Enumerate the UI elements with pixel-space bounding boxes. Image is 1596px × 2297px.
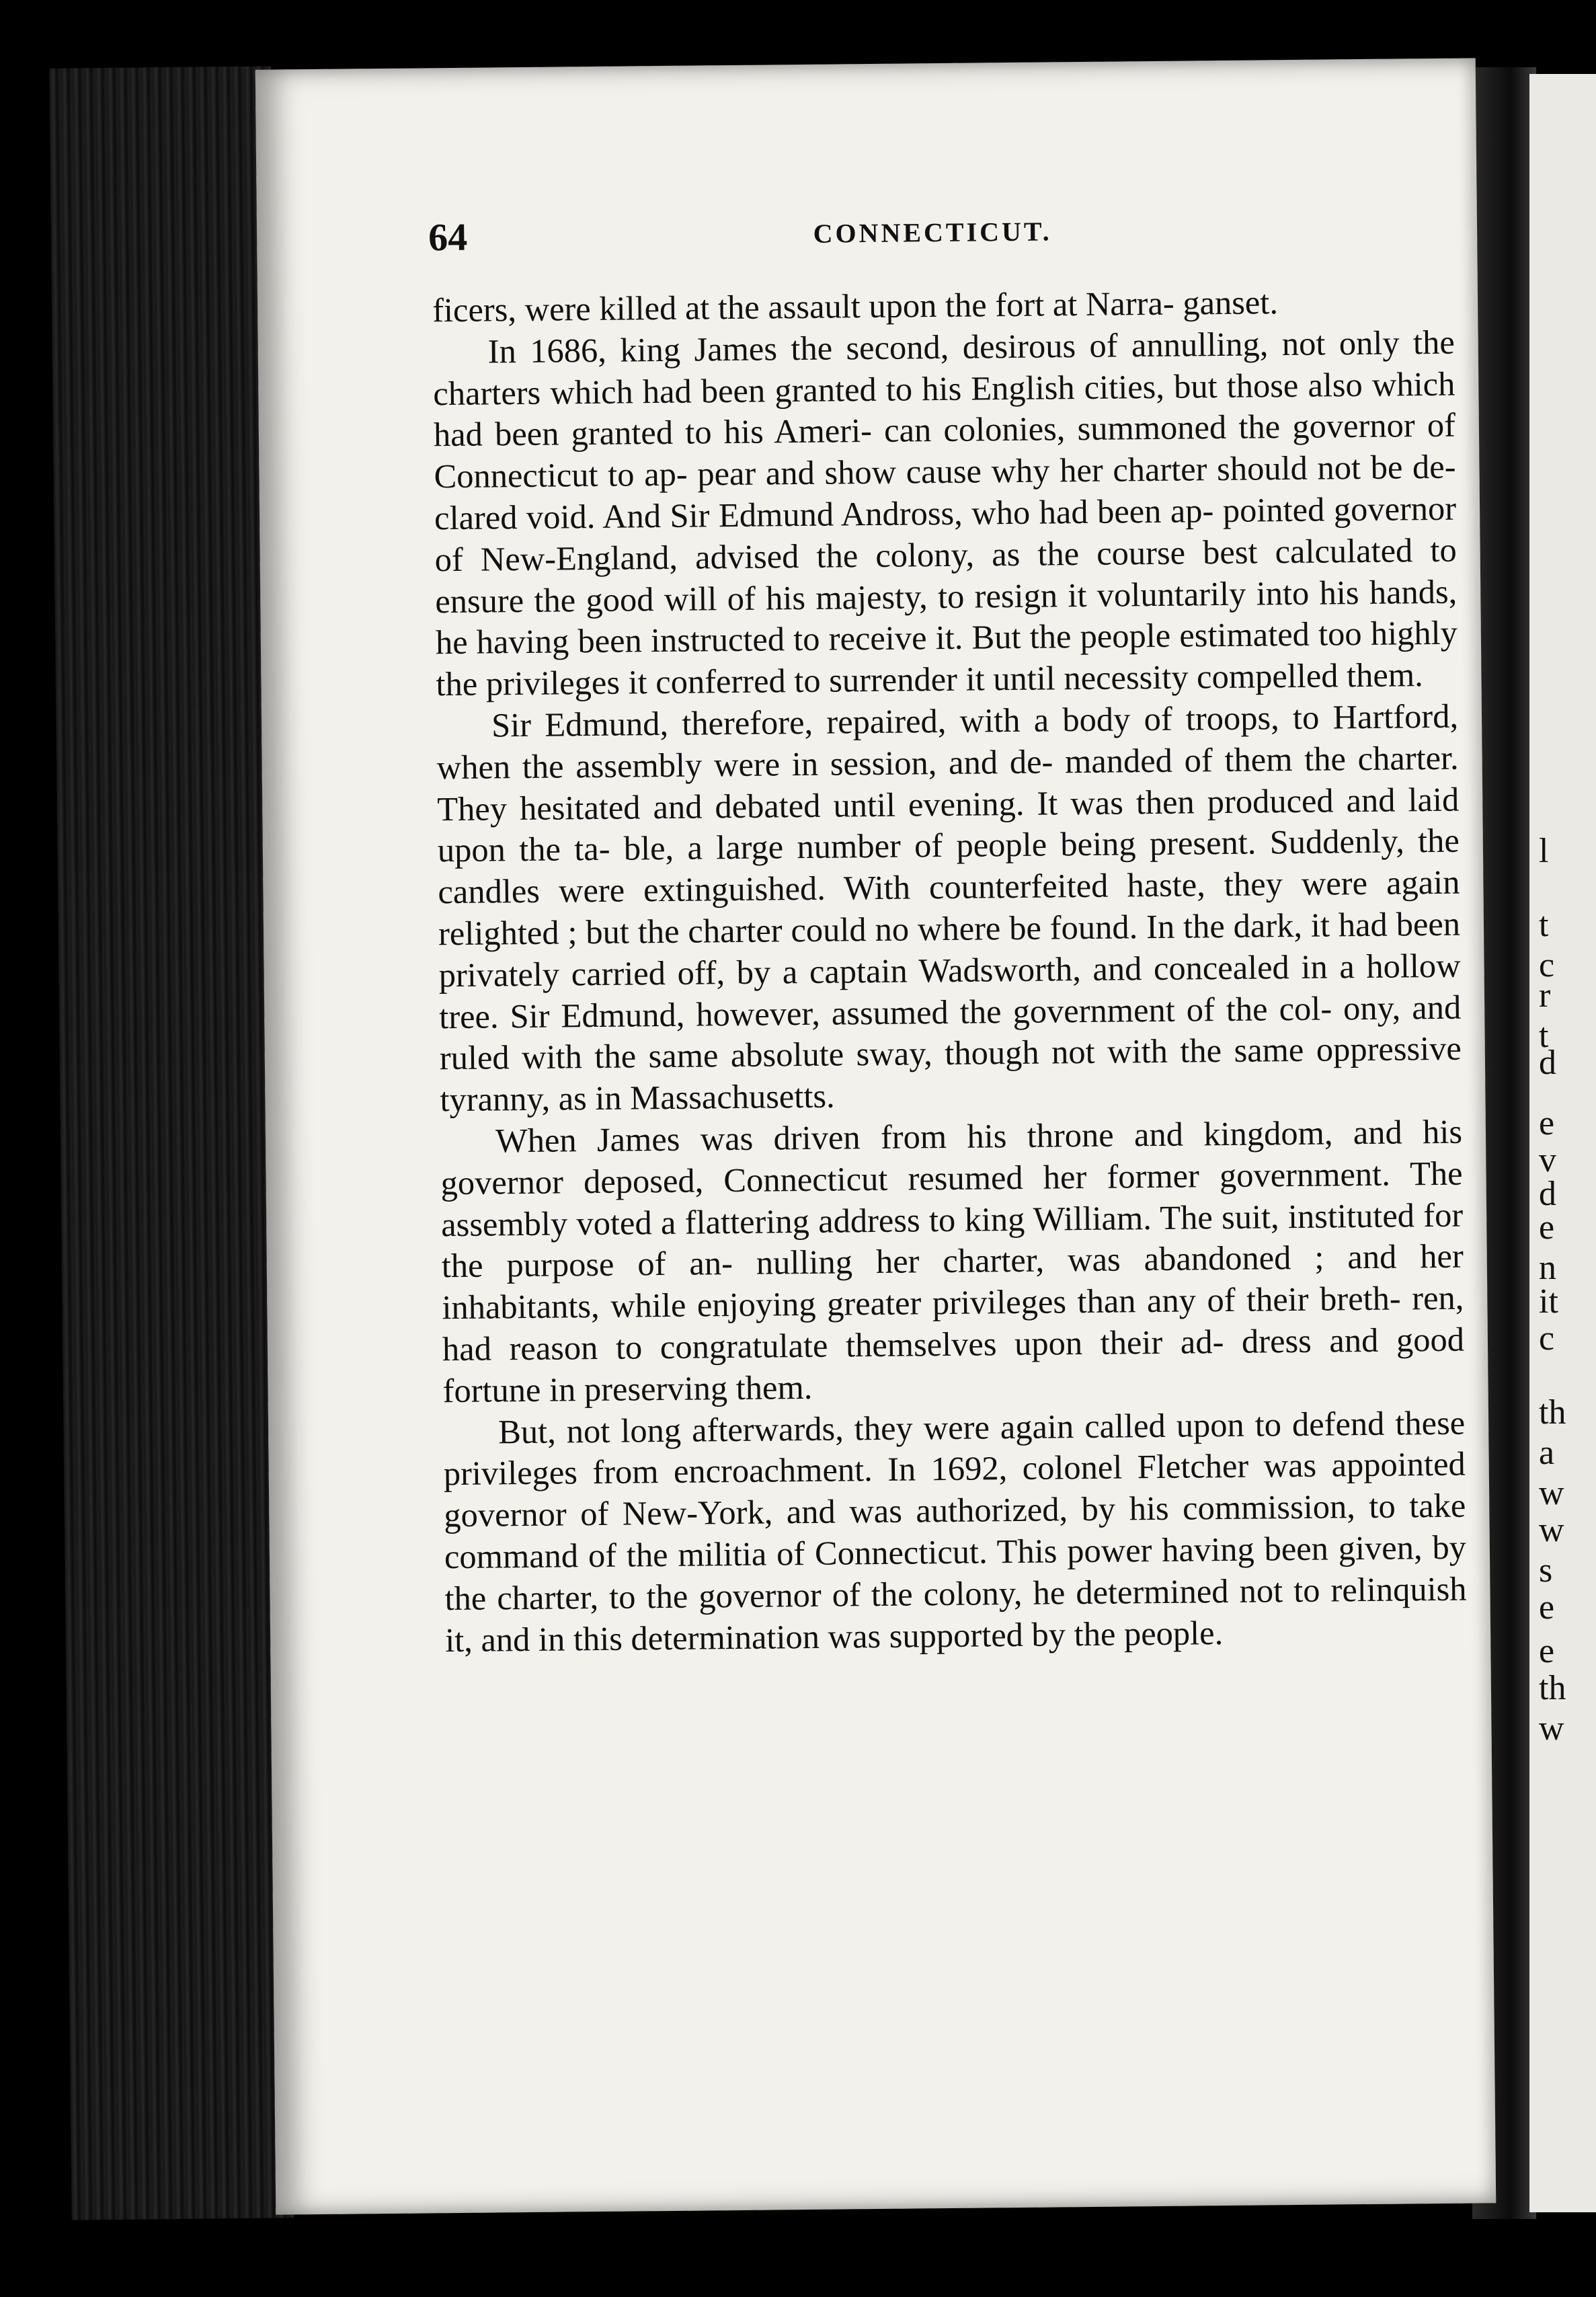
book-spine [49, 66, 293, 2220]
paragraph: But, not long afterwards, they were again called upon to defend these privileges from encroachment. In 1692, colonel Fletcher was appointed governor of New-York, and was authorized, by his commission, to take command of the militia of Connecticut. This power having been given, by the charter, to the governor of the colony, he determined not to relinquish it, and in this determination was supported by the people. [443, 1403, 1467, 1659]
paragraph: When James was driven from his throne and kingdom, and his governor deposed, Connecticut resumed her former government. The assembly voted a flattering address to king William. The suit, instituted for the purpose of an- nulling her charter, was abandoned ; and her inhabitants, while enjoying greater privileges than any of their breth- ren, had reason to congratulate themselves upon their ad- dress and good fortune in preserving them. [440, 1112, 1465, 1409]
facing-page [1529, 74, 1596, 2212]
facing-page-fragment: t [1539, 1017, 1549, 1055]
facing-page-fragment: w [1539, 1511, 1564, 1549]
book-page [255, 58, 1497, 2214]
facing-page-fragment: w [1539, 1709, 1564, 1748]
paragraph: Sir Edmund, therefore, repaired, with a body of troops, to Hartford, when the assembly were in session, and de- manded of them the charter. They hesitated and debated until evening. It was then produced and laid upon the ta- ble, a large number of people being present. Suddenly, the candles were extinguished. With counterfeited haste, they were again relighted ; but the charter could no where be found. In the dark, it had been privately carried off, by a captain Wadsworth, and concealed in a hollow tree. Sir Edmund, however, assumed the government of the col- ony, and ruled with the same absolute sway, though not with the same oppressive tyranny, as in Massachusetts. [436, 697, 1462, 1119]
facing-page-fragment: th [1539, 1669, 1566, 1707]
facing-page-fragment: e [1539, 1632, 1555, 1670]
facing-page-fragment: r [1539, 976, 1551, 1015]
facing-page-fragment: e [1539, 1104, 1555, 1142]
facing-page-fragment: e [1539, 1588, 1555, 1627]
facing-page-fragment: a [1539, 1434, 1555, 1472]
facing-page-fragment: l [1539, 832, 1549, 870]
facing-page-fragment: c [1539, 1319, 1555, 1358]
body-text [432, 280, 1468, 1662]
facing-page-fragment: it [1539, 1282, 1558, 1321]
facing-page-fragment: w [1539, 1474, 1564, 1512]
running-head [428, 204, 1471, 268]
facing-page-fragment: n [1539, 1249, 1556, 1287]
facing-page-fragment: c [1539, 946, 1555, 984]
facing-page-fragment: s [1539, 1551, 1553, 1590]
page-number: 64 [428, 215, 468, 260]
facing-page-fragment: e [1539, 1208, 1555, 1247]
facing-page-fragment: d [1539, 1044, 1556, 1082]
facing-page-fragment: t [1539, 906, 1549, 944]
paragraph: ficers, were killed at the assault upon the fort at Narra- ganset. [432, 283, 1279, 329]
facing-page-fragment: v [1539, 1141, 1556, 1179]
paragraph: In 1686, king James the second, desirous of annulling, not only the charters which had been granted to his English cities, but those also which had been granted to his Ameri- can colonies, summoned the governor of Connecticut to ap- pear and show cause why her charter should not be de- clared void. And Sir Edmund Andross, who had been ap- pointed governor of New-England, advised the colony, as the course best calculated to ensure the good will of his majesty, to resign it voluntarily into his hands, he having been instructed to receive it. But the people estimated too highly the privileges it conferred to surrender it until necessity compelled them. [433, 323, 1458, 703]
facing-page-fragment: d [1539, 1175, 1556, 1213]
running-title: CONNECTICUT. [813, 216, 1052, 249]
facing-page-fragment: th [1539, 1393, 1566, 1432]
